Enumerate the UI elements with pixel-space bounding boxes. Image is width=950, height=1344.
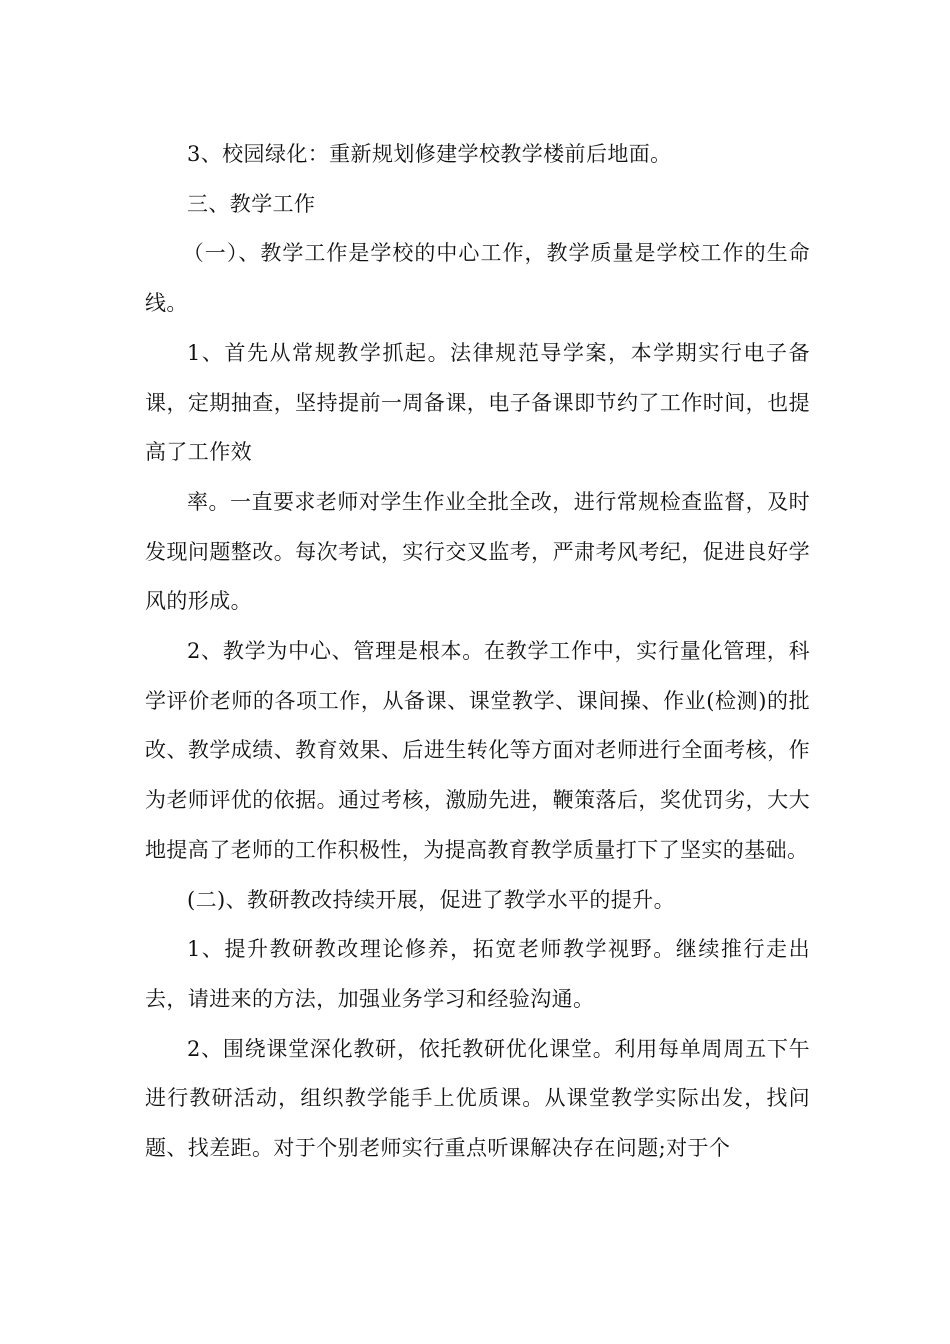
paragraph-research-theory: 1、提升教研教改理论修养，拓宽老师教学视野。继续推行走出去，请进来的方法，加强业务学习和经验沟通。	[145, 937, 810, 1011]
paragraph-teaching-research: (二)、教研教改持续开展，促进了教学水平的提升。	[187, 887, 675, 912]
document-body	[145, 130, 810, 1174]
paragraph-management: 2、教学为中心、管理是根本。在教学工作中，实行量化管理，科学评价老师的各项工作，从备课、课堂教学、课间操、作业(检测)的批改、教学成绩、教育效果、后进生转化等方面对老师进行全面考核，作为老师评优的依据。通过考核，激励先进，鞭策落后，奖优罚劣，大大地提高了老师的工作积极性，为提高教育教学质量打下了坚实的基础。	[145, 639, 810, 862]
paragraph-homework-exams: 率。一直要求老师对学生作业全批全改，进行常规检查监督，及时发现问题整改。每次考试，实行交叉监考，严肃考风考纪，促进良好学风的形成。	[145, 489, 810, 614]
paragraph-campus-greening: 3、校园绿化：重新规划修建学校教学楼前后地面。	[187, 142, 672, 166]
paragraph-classroom-research: 2、围绕课堂深化教研，依托教研优化课堂。利用每单周周五下午进行教研活动，组织教学能手上优质课。从课堂教学实际出发，找问题、找差距。对于个别老师实行重点听课解决存在问题;对于个	[145, 1036, 810, 1161]
paragraph-teaching-center: （一）、教学工作是学校的中心工作，教学质量是学校工作的生命线。	[145, 241, 810, 316]
paragraph-routine-teaching: 1、首先从常规教学抓起。法律规范导学案，本学期实行电子备课，定期抽查，坚持提前一周备课，电子备课即节约了工作时间，也提高了工作效	[145, 340, 810, 465]
section-heading-teaching-work: 三、教学工作	[187, 191, 316, 216]
